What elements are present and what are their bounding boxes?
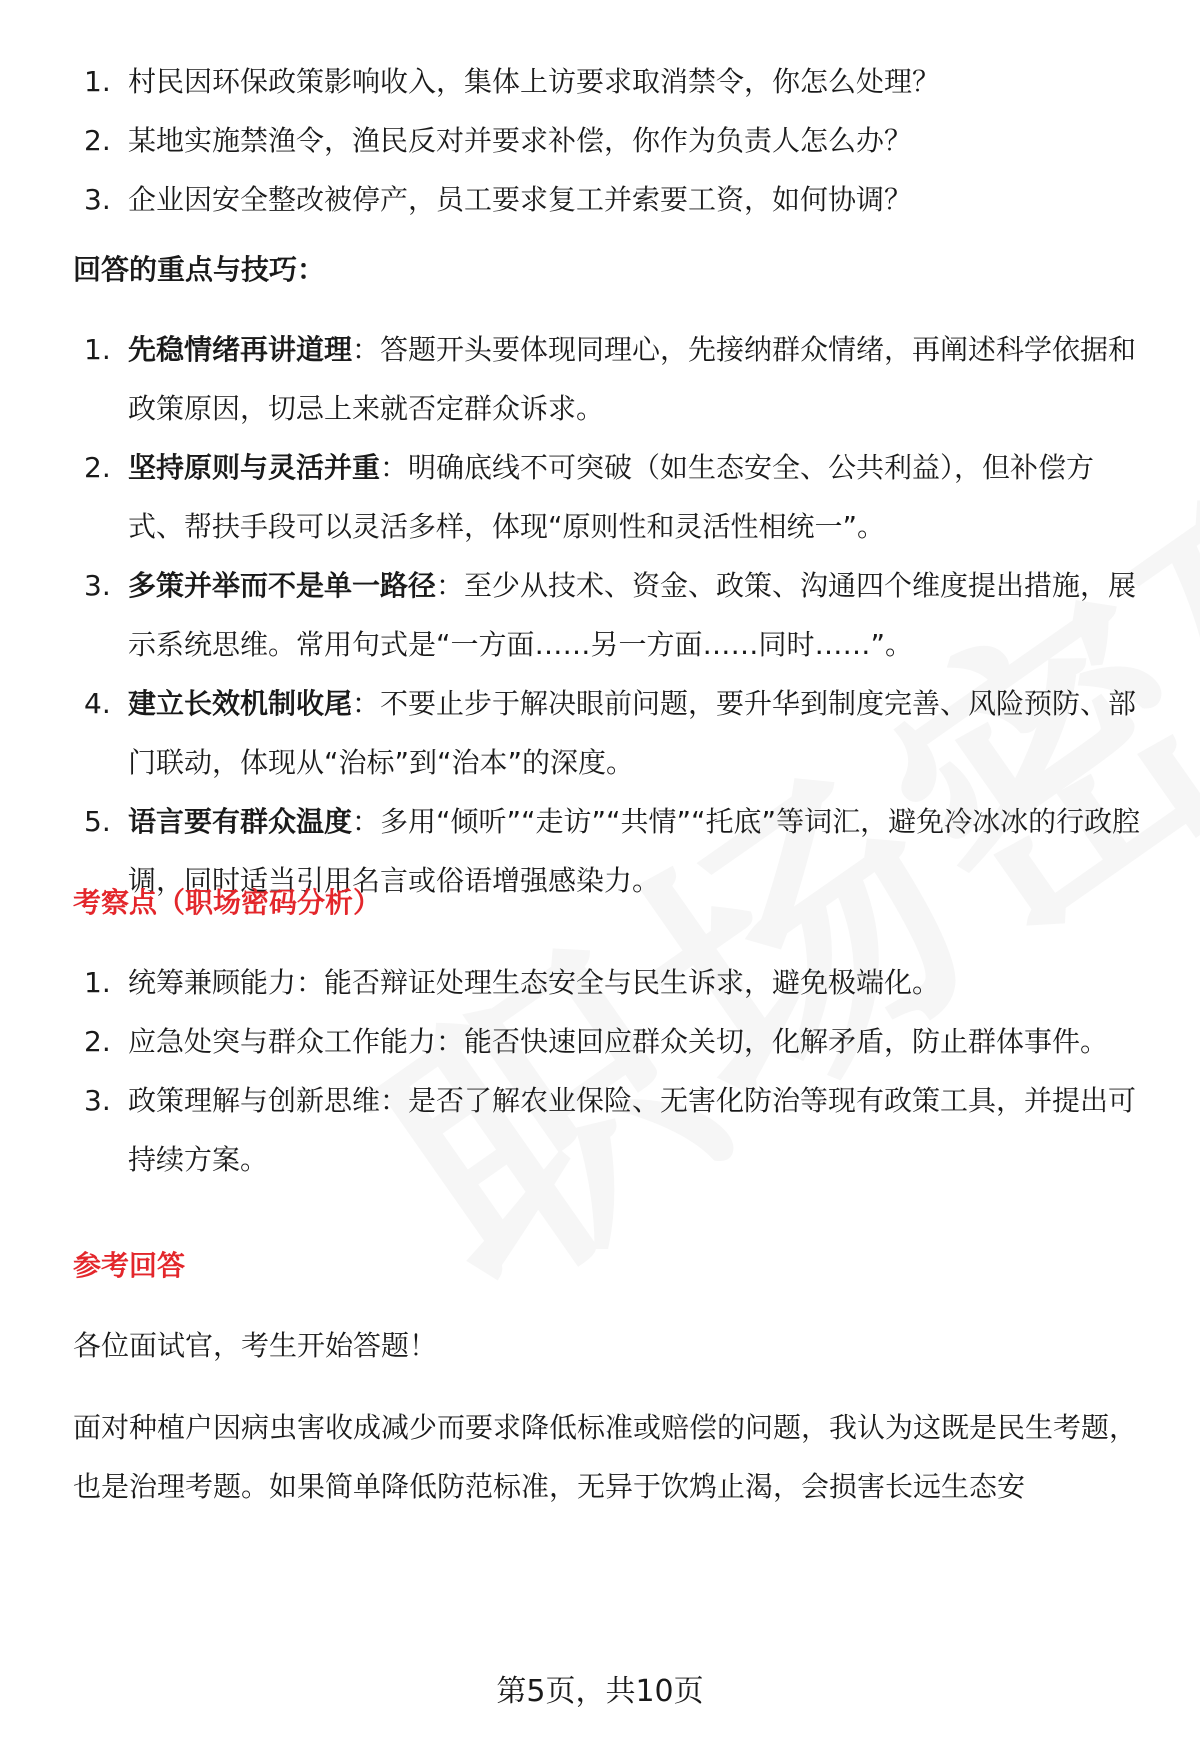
section-heading-tips: 回答的重点与技巧： [73,253,326,286]
assessment-list [75,953,1150,1189]
list-item: 1. 村民因环保政策影响收入，集体上访要求取消禁令，你怎么处理？ [84,65,941,98]
list-item: 3. 政策理解与创新思维：是否了解农业保险、无害化防治等现有政策工具，并提出可持续方案。 [84,1084,1137,1176]
list-item: 4. 建立长效机制收尾：不要止步于解决眼前问题，要升华到制度完善、风险预防、部门联动，体现从“治标”到“治本”的深度。 [84,687,1137,779]
list-item: 5. 语言要有群众温度：多用“倾听”“走访”“共情”“托底”等词汇，避免冷冰冰的行政腔调，同时适当引用名言或俗语增强感染力。 [84,805,1141,897]
tips-list [75,320,1150,910]
list-item: 2. 应急处突与群众工作能力：能否快速回应群众关切，化解矛盾，防止群体事件。 [84,1025,1109,1058]
answer-paragraph: 面对种植户因病虫害收成减少而要求降低标准或赔偿的问题，我认为这既是民生考题，也是治理考题。如果简单降低防范标准，无异于饮鸩止渴，会损害长远生态安 [73,1411,1138,1503]
list-item: 2. 某地实施禁渔令，渔民反对并要求补偿，你作为负责人怎么办？ [84,124,913,157]
list-item: 2. 坚持原则与灵活并重：明确底线不可突破（如生态安全、公共利益），但补偿方式、帮扶手段可以灵活多样，体现“原则性和灵活性相统一”。 [84,451,1095,543]
list-item: 3. 企业因安全整改被停产，员工要求复工并索要工资，如何协调？ [84,183,913,216]
page-footer: 第5页，共10页 [496,1674,704,1709]
section-heading-answer: 参考回答 [73,1249,186,1282]
section-heading-assessment: 考察点（职场密码分析） [73,886,382,919]
answer-greeting: 各位面试官，考生开始答题！ [73,1329,438,1362]
list-item: 1. 统筹兼顾能力：能否辩证处理生态安全与民生诉求，避免极端化。 [84,966,941,999]
list-item: 1. 先稳情绪再讲道理：答题开头要体现同理心，先接纳群众情绪，再阐述科学依据和政策原因，切忌上来就否定群众诉求。 [84,333,1137,425]
question-list [75,52,1150,229]
list-item: 3. 多策并举而不是单一路径：至少从技术、资金、政策、沟通四个维度提出措施，展示系统思维。常用句式是“一方面……另一方面……同时……”。 [84,569,1137,661]
